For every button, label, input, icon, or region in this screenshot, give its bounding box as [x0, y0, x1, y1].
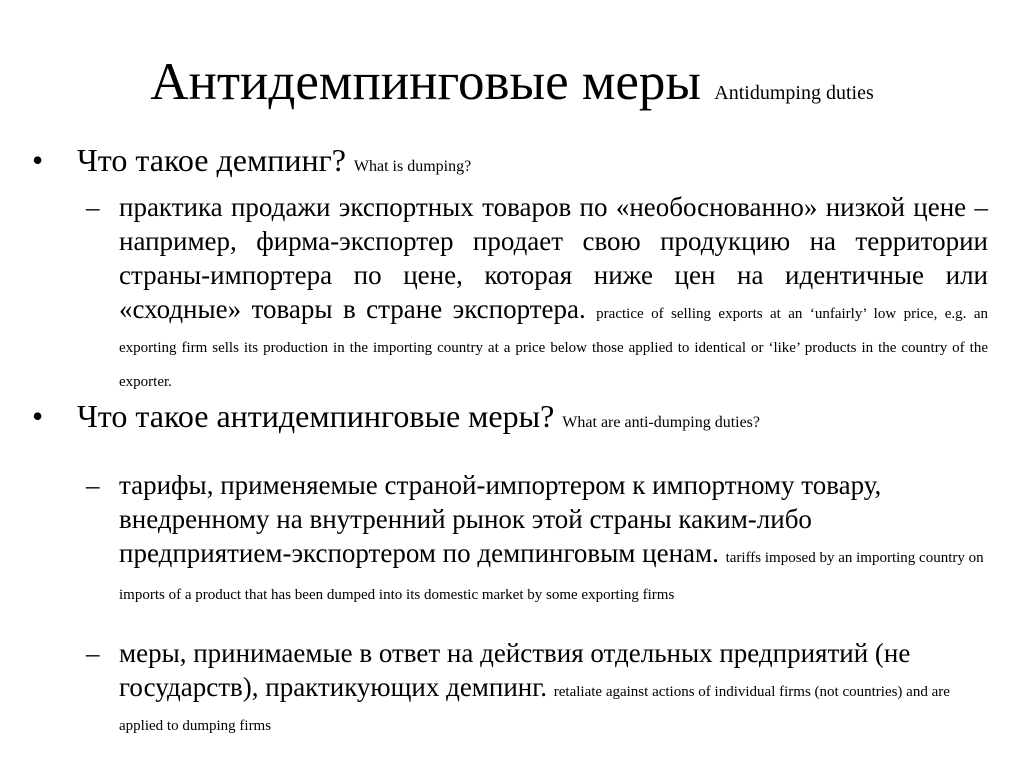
dash-marker: –	[86, 192, 100, 222]
sub-item-dumping-definition	[86, 190, 988, 394]
question-en: What are anti-dumping duties?	[562, 414, 761, 431]
answer-ru: тарифы, применяемые страной-импортером к импортному товару, внедренному на внутренний рынок этой страны каким-либо предприятием-экспортером по демпинговым ценам.	[119, 470, 882, 568]
bullet-marker: •	[32, 398, 44, 434]
sub-item-body	[119, 468, 988, 610]
title-ru: Антидемпинговые меры	[150, 53, 702, 111]
bullet-text	[77, 396, 760, 443]
sub-item-body	[119, 636, 988, 738]
answer-ru: меры, принимаемые в ответ на действия отдельных предприятий (не государств), практикующих демпинг.	[119, 638, 911, 702]
answer-en: retaliate against actions of individual firms (not countries) and are applied to dumping firms	[119, 684, 950, 734]
bullet-marker: •	[32, 142, 44, 178]
question-en: What is dumping?	[353, 158, 472, 175]
slide-title	[0, 50, 1024, 125]
sub-item-tariffs	[86, 468, 988, 610]
dash-marker: –	[86, 470, 100, 500]
question-ru: Что такое демпинг?	[77, 142, 346, 178]
dash-marker: –	[86, 638, 100, 668]
title-en: Antidumping duties	[714, 82, 874, 104]
answer-en: practice of selling exports at an ‘unfairly’ low price, e.g. an exporting firm sells its production in the importing country at a price below those applied to identical or ‘like’ products in the country of the exporter.	[119, 306, 989, 390]
answer-ru: практика продажи экспортных товаров по «необоснованно» низкой цене – например, фирма-экспортер продает свою продукцию на территории страны-импортера по цене, которая ниже цен на идентичные или «сходные» товары в стране экспортера.	[119, 192, 988, 324]
answer-en: tariffs imposed by an importing country on imports of a product that has been dumped into its domestic market by some exporting firms	[119, 550, 984, 603]
sub-item-body	[119, 190, 988, 394]
question-ru: Что такое антидемпинговые меры?	[77, 398, 555, 434]
bullet-text	[77, 140, 471, 187]
sub-item-measures	[86, 636, 988, 738]
